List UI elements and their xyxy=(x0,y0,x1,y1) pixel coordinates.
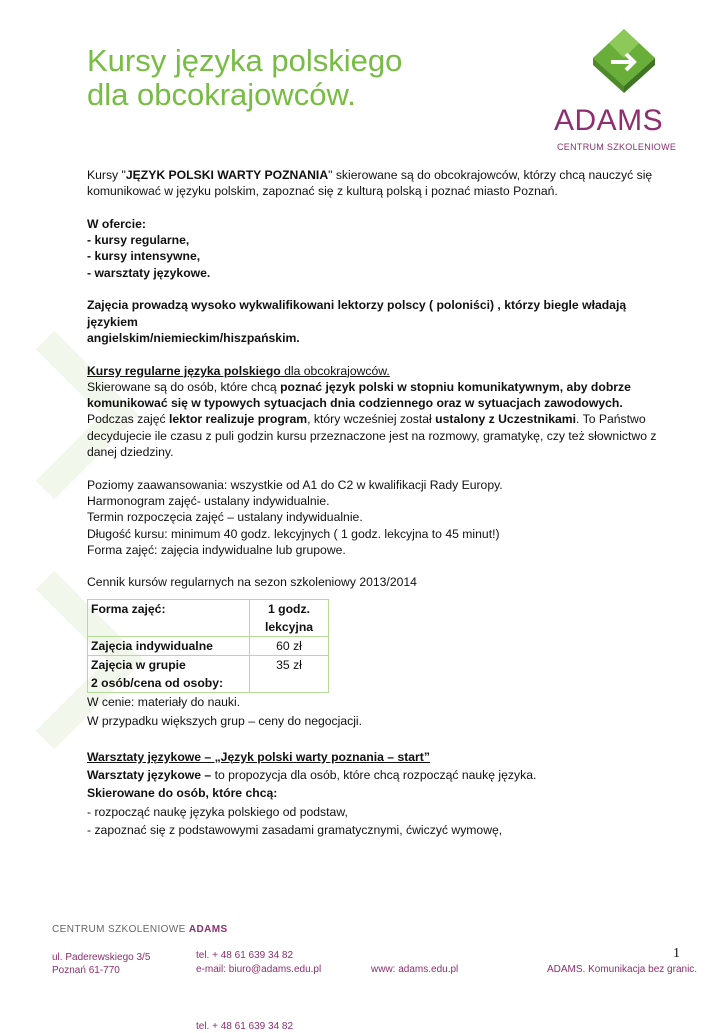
workshops-item: - rozpocząć naukę języka polskiego od podstaw, xyxy=(87,804,348,819)
footer-company-brand: ADAMS xyxy=(188,924,228,935)
footer-website: www: adams.edu.pl xyxy=(371,964,459,975)
offer-item: - kursy intensywne, xyxy=(87,249,201,264)
price-cell: 60 zł xyxy=(250,636,329,655)
footer-slogan: ADAMS. Komunikacja bez granic. xyxy=(547,964,698,975)
workshops-line xyxy=(87,767,667,783)
pricing-caption: Cennik kursów regularnych na sezon szkoleniowy 2013/2014 xyxy=(87,575,417,590)
page-footer xyxy=(0,910,725,1032)
regular-l1-a: Skierowane są do osób, które chcą xyxy=(87,379,281,394)
page-title xyxy=(87,44,402,112)
row2-label-line-1: Zajęcia w grupie xyxy=(91,657,186,672)
table-row xyxy=(88,599,329,636)
footer-address-city: Poznań 61-770 xyxy=(52,965,120,976)
course-schedule: Harmonogram zajęć- ustalany indywidualnie. xyxy=(87,493,330,508)
regular-l3-a: Podczas zajęć xyxy=(87,412,169,427)
teachers-line-2: angielskim/niemieckim/hiszpańskim. xyxy=(87,330,300,345)
price-cell: 35 zł xyxy=(250,655,329,692)
logo-brand-text: ADAMS xyxy=(554,104,664,137)
footer-cutoff-text: tel. + 48 61 639 34 82 xyxy=(196,1021,294,1032)
offer-heading: W ofercie: xyxy=(87,216,146,231)
regular-l4: decydujecie ile czasu z puli godzin kursu przeznaczone jest na rozmowy, gramatykę, czy też słownictwo z xyxy=(87,428,657,443)
workshops-audience: Skierowane do osób, które chcą: xyxy=(87,786,278,801)
price-note: W przypadku większych grup – ceny do negocjacji. xyxy=(87,714,363,729)
regular-heading-bold: Kursy regularne języka polskiego xyxy=(87,363,281,378)
offer-item: - kursy regularne, xyxy=(87,233,190,248)
footer-company-text: CENTRUM SZKOLENIOWE xyxy=(52,924,189,935)
intro-text-a: Kursy " xyxy=(87,168,126,182)
regular-l3-b: lektor realizuje program xyxy=(168,412,308,427)
regular-l2: komunikować się w typowych sytuacjach dnia codziennego oraz w sytuacjach zawodowych. xyxy=(87,396,623,411)
logo-subtitle: CENTRUM SZKOLENIOWE xyxy=(557,142,677,152)
workshops-item: - zapoznać się z podstawowymi zasadami gramatycznymi, ćwiczyć wymowę, xyxy=(87,822,503,837)
table-header-cell: Forma zajęć: xyxy=(88,599,250,636)
table-cell xyxy=(88,655,250,692)
price-table xyxy=(87,599,329,693)
course-levels: Poziomy zaawansowania: wszystkie od A1 do C2 w kwalifikacji Rady Europy. xyxy=(87,477,503,492)
course-name: JĘZYK POLSKI WARTY POZNANIA xyxy=(125,168,329,182)
regular-heading-rest: dla obcokrajowców. xyxy=(280,363,390,378)
page-number: 1 xyxy=(673,946,680,961)
footer-address-street: ul. Paderewskiego 3/5 xyxy=(52,952,151,963)
adams-logo xyxy=(553,28,693,158)
course-start: Termin rozpoczęcia zajęć – ustalany indywidualnie. xyxy=(87,510,363,525)
cube-arrow-logo-icon xyxy=(591,28,657,94)
regular-l3-e: . To Państwo xyxy=(576,412,646,427)
header-unit-line-1: 1 godz. xyxy=(268,601,310,616)
intro-paragraph xyxy=(87,167,667,200)
table-cell: Zajęcia indywidualne xyxy=(88,636,250,655)
row2-label-line-2: 2 osób/cena od osoby: xyxy=(91,675,224,690)
workshops-heading: Warsztaty językowe – „Język polski warty poznania – start” xyxy=(87,749,430,764)
workshops-l1-b: to propozycja dla osób, które chcą rozpocząć naukę języka. xyxy=(211,767,537,782)
intro-text-line2: komunikować w języku polskim, zapoznać się z kulturą polską i poznać miasto Poznań. xyxy=(87,184,558,199)
table-header-cell xyxy=(250,599,329,636)
table-row xyxy=(88,655,329,692)
table-row xyxy=(88,636,329,655)
header-unit-line-2: lekcyjna xyxy=(264,619,314,634)
course-length: Długość kursu: minimum 40 godz. lekcyjnych ( 1 godz. lekcyjna to 45 minut!) xyxy=(87,526,500,541)
teachers-paragraph xyxy=(87,297,667,346)
regular-l3-d: ustalony z Uczestnikami xyxy=(435,412,577,427)
title-line-1: Kursy języka polskiego xyxy=(87,43,403,78)
price-note: W cenie: materiały do nauki. xyxy=(87,694,241,709)
regular-courses-heading xyxy=(87,363,667,379)
regular-l3-c: , który wcześniej został xyxy=(307,412,436,427)
regular-courses-paragraph xyxy=(87,379,667,460)
footer-email: e-mail: biuro@adams.edu.pl xyxy=(196,964,322,975)
title-line-2: dla obcokrajowców. xyxy=(87,77,356,112)
teachers-line-1: Zajęcia prowadzą wysoko wykwalifikowani lektorzy polscy ( poloniści) , którzy biegle władają językiem xyxy=(87,298,627,329)
regular-l5: danej dziedziny. xyxy=(87,445,174,460)
footer-company xyxy=(52,924,228,935)
document-body xyxy=(87,167,667,838)
workshops-l1-a: Warsztaty językowe – xyxy=(87,767,212,782)
intro-text-c: " skierowane są do obcokrajowców, którzy chcą nauczyć się xyxy=(328,168,653,182)
regular-l1-b: poznać język polski w stopniu komunikatywnym, aby dobrze xyxy=(280,379,631,394)
footer-phone: tel. + 48 61 639 34 82 xyxy=(196,950,294,961)
course-form: Forma zajęć: zajęcia indywidualne lub grupowe. xyxy=(87,542,346,557)
offer-item: - warsztaty językowe. xyxy=(87,265,211,280)
